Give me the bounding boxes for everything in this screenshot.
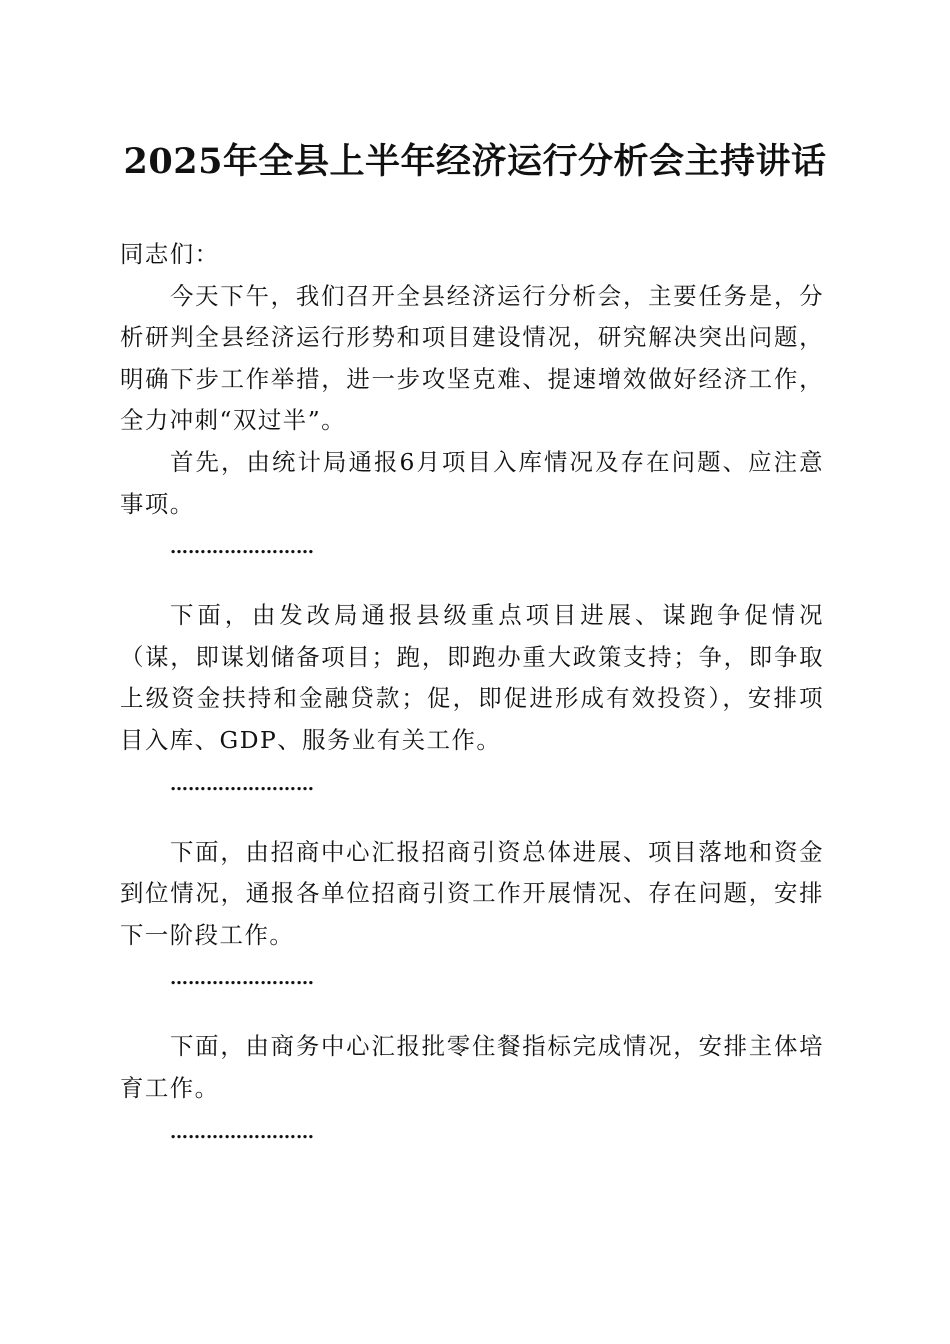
document-title: 2025年全县上半年经济运行分析会主持讲话 (123, 141, 827, 182)
paragraph-investment-center: 下面，由招商中心汇报招商引资总体进展、项目落地和资金到位情况，通报各单位招商引资工作开展情况、存在问题，安排下一阶段工作。 (120, 837, 824, 949)
document-body (120, 234, 824, 1180)
paragraph-statistics-bureau: 首先，由统计局通报6月项目入库情况及存在问题、应注意事项。 (120, 447, 824, 518)
ellipsis-separator: …………………… (170, 537, 314, 559)
ellipsis-separator: …………………… (170, 1121, 314, 1143)
paragraph-commerce-center: 下面，由商务中心汇报批零住餐指标完成情况，安排主体培育工作。 (120, 1032, 824, 1102)
paragraph-development-reform-bureau: 下面，由发改局通报县级重点项目进展、谋跑争促情况（谋，即谋划储备项目；跑，即跑办重大政策支持；争，即争取上级资金扶持和金融贷款；促，即促进形成有效投资），安排项目入库、GDP、服务业有关工作。 (120, 601, 824, 754)
ellipsis-separator: …………………… (170, 773, 314, 795)
ellipsis-separator: …………………… (170, 968, 314, 990)
salutation: 同志们： (120, 240, 220, 268)
paragraph-opening: 今天下午，我们召开全县经济运行分析会，主要任务是，分析研判全县经济运行形势和项目建设情况，研究解决突出问题，明确下步工作举措，进一步攻坚克难、提速增效做好经济工作，全力冲刺“双过半”。 (120, 281, 824, 435)
